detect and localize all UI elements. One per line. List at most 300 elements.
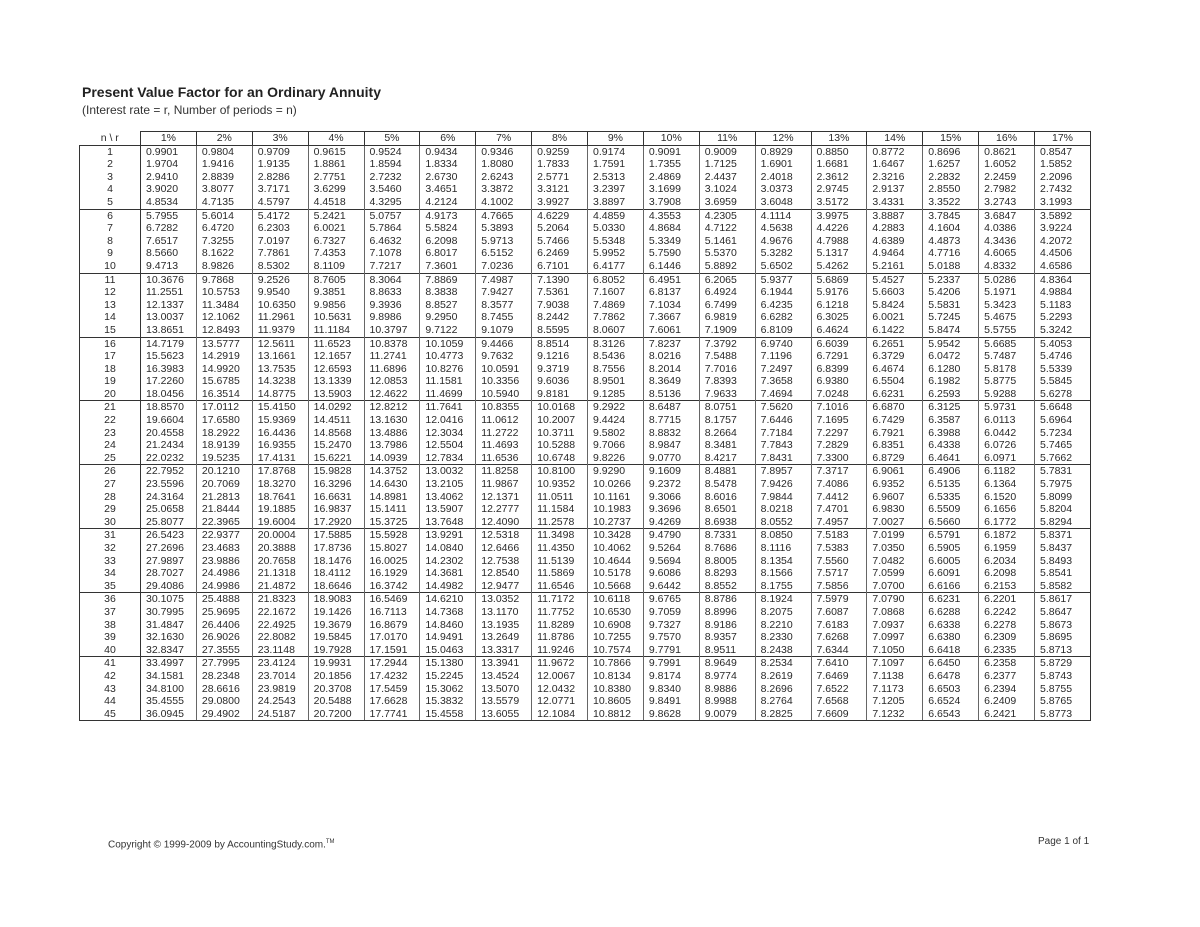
factor-cell: 20.7200 xyxy=(308,708,364,721)
factor-cell: 7.5620 xyxy=(755,401,811,414)
factor-cell: 21.2434 xyxy=(141,439,197,452)
factor-cell: 5.8729 xyxy=(1035,657,1091,670)
factor-cell: 2.5313 xyxy=(588,171,644,184)
table-row xyxy=(80,593,1091,606)
factor-cell: 9.8340 xyxy=(643,683,699,696)
factor-cell: 5.3893 xyxy=(476,222,532,235)
factor-cell: 8.8005 xyxy=(699,555,755,568)
factor-cell: 8.5478 xyxy=(699,478,755,491)
factor-cell: 2.8839 xyxy=(196,171,252,184)
table-row xyxy=(80,619,1091,632)
factor-cell: 20.7658 xyxy=(252,555,308,568)
factor-cell: 6.1182 xyxy=(979,465,1035,478)
factor-cell: 4.4873 xyxy=(923,235,979,248)
factor-cell: 7.9038 xyxy=(532,299,588,312)
factor-cell: 5.8294 xyxy=(1035,516,1091,529)
factor-cell: 3.4331 xyxy=(867,196,923,209)
factor-cell: 3.3121 xyxy=(532,183,588,196)
factor-cell: 9.1216 xyxy=(532,350,588,363)
factor-cell: 3.5892 xyxy=(1035,209,1091,222)
factor-cell: 24.3164 xyxy=(141,491,197,504)
factor-cell: 6.6478 xyxy=(923,670,979,683)
factor-cell: 5.5348 xyxy=(588,235,644,248)
factor-cell: 17.2920 xyxy=(308,516,364,529)
factor-cell: 11.6536 xyxy=(476,452,532,465)
factor-cell: 12.0432 xyxy=(532,683,588,696)
factor-cell: 6.2421 xyxy=(979,708,1035,721)
factor-cell: 7.7861 xyxy=(252,247,308,260)
factor-cell: 2.2459 xyxy=(979,171,1035,184)
factor-cell: 15.3725 xyxy=(364,516,420,529)
factor-cell: 13.0037 xyxy=(141,311,197,324)
factor-cell: 5.1971 xyxy=(979,286,1035,299)
factor-cell: 6.2335 xyxy=(979,644,1035,657)
factor-cell: 7.3667 xyxy=(643,311,699,324)
factor-cell: 5.2161 xyxy=(867,260,923,273)
table-row xyxy=(80,491,1091,504)
factor-cell: 7.1232 xyxy=(867,708,923,721)
factor-cell: 13.3317 xyxy=(476,644,532,657)
factor-cell: 14.7179 xyxy=(141,337,197,350)
factor-cell: 10.5178 xyxy=(588,567,644,580)
factor-cell: 6.2201 xyxy=(979,593,1035,606)
factor-cell: 8.8514 xyxy=(532,337,588,350)
table-row xyxy=(80,414,1091,427)
factor-cell: 9.3719 xyxy=(532,363,588,376)
factor-cell: 6.3125 xyxy=(923,401,979,414)
factor-cell: 6.0472 xyxy=(923,350,979,363)
period-cell: 40 xyxy=(80,644,141,657)
period-cell: 6 xyxy=(80,209,141,222)
factor-cell: 7.1034 xyxy=(643,299,699,312)
factor-cell: 4.4518 xyxy=(308,196,364,209)
factor-cell: 31.4847 xyxy=(141,619,197,632)
factor-cell: 1.8080 xyxy=(476,158,532,171)
factor-cell: 6.1772 xyxy=(979,516,1035,529)
factor-cell: 11.2578 xyxy=(532,516,588,529)
factor-cell: 7.3717 xyxy=(811,465,867,478)
factor-cell: 7.6410 xyxy=(811,657,867,670)
factor-cell: 8.6016 xyxy=(699,491,755,504)
factor-cell: 3.5172 xyxy=(811,196,867,209)
factor-cell: 10.7574 xyxy=(588,644,644,657)
table-row xyxy=(80,631,1091,644)
factor-cell: 9.1079 xyxy=(476,324,532,337)
factor-cell: 19.3679 xyxy=(308,619,364,632)
factor-cell: 12.2777 xyxy=(476,503,532,516)
factor-cell: 7.5717 xyxy=(811,567,867,580)
factor-cell: 8.1109 xyxy=(308,260,364,273)
factor-cell: 18.6646 xyxy=(308,580,364,593)
factor-cell: 3.3872 xyxy=(476,183,532,196)
factor-cell: 5.6502 xyxy=(755,260,811,273)
factor-cell: 1.7125 xyxy=(699,158,755,171)
factor-cell: 12.1371 xyxy=(476,491,532,504)
factor-cell: 5.8755 xyxy=(1035,683,1091,696)
factor-cell: 4.1604 xyxy=(923,222,979,235)
table-body xyxy=(80,145,1091,721)
factor-cell: 6.4338 xyxy=(923,439,979,452)
factor-cell: 3.6048 xyxy=(755,196,811,209)
factor-cell: 7.1196 xyxy=(755,350,811,363)
factor-cell: 9.2526 xyxy=(252,273,308,286)
factor-cell: 5.7864 xyxy=(364,222,420,235)
factor-cell: 16.5469 xyxy=(364,593,420,606)
factor-cell: 4.7716 xyxy=(923,247,979,260)
period-cell: 25 xyxy=(80,452,141,465)
factor-cell: 5.8541 xyxy=(1035,567,1091,580)
table-row xyxy=(80,388,1091,401)
factor-cell: 8.2825 xyxy=(755,708,811,721)
factor-cell: 17.2260 xyxy=(141,375,197,388)
factor-cell: 0.8850 xyxy=(811,145,867,158)
factor-cell: 5.1317 xyxy=(811,247,867,260)
factor-cell: 17.1591 xyxy=(364,644,420,657)
factor-cell: 4.5638 xyxy=(755,222,811,235)
factor-cell: 15.5623 xyxy=(141,350,197,363)
factor-cell: 7.0700 xyxy=(867,580,923,593)
factor-cell: 14.9920 xyxy=(196,363,252,376)
factor-cell: 4.7988 xyxy=(811,235,867,248)
factor-cell: 13.8651 xyxy=(141,324,197,337)
factor-cell: 7.3792 xyxy=(699,337,755,350)
factor-cell: 17.5885 xyxy=(308,529,364,542)
factor-cell: 6.4177 xyxy=(588,260,644,273)
factor-cell: 9.3851 xyxy=(308,286,364,299)
table-row xyxy=(80,478,1091,491)
factor-cell: 9.7122 xyxy=(420,324,476,337)
table-row xyxy=(80,516,1091,529)
factor-cell: 7.0997 xyxy=(867,631,923,644)
factor-cell: 9.8174 xyxy=(643,670,699,683)
period-cell: 19 xyxy=(80,375,141,388)
factor-cell: 10.6118 xyxy=(588,593,644,606)
factor-cell: 6.4235 xyxy=(755,299,811,312)
factor-cell: 12.0416 xyxy=(420,414,476,427)
factor-cell: 4.4226 xyxy=(811,222,867,235)
factor-cell: 7.6061 xyxy=(643,324,699,337)
factor-cell: 8.2075 xyxy=(755,606,811,619)
factor-cell: 0.9009 xyxy=(699,145,755,158)
factor-cell: 5.4527 xyxy=(867,273,923,286)
factor-cell: 21.8444 xyxy=(196,503,252,516)
factor-cell: 12.4090 xyxy=(476,516,532,529)
factor-cell: 10.9352 xyxy=(532,478,588,491)
factor-cell: 6.9352 xyxy=(867,478,923,491)
factor-cell: 16.4436 xyxy=(252,427,308,440)
factor-cell: 8.1924 xyxy=(755,593,811,606)
factor-cell: 3.8897 xyxy=(588,196,644,209)
factor-cell: 6.3025 xyxy=(811,311,867,324)
factor-cell: 7.1016 xyxy=(811,401,867,414)
factor-cell: 9.3066 xyxy=(643,491,699,504)
factor-cell: 7.7016 xyxy=(699,363,755,376)
factor-cell: 6.4674 xyxy=(867,363,923,376)
factor-cell: 6.7921 xyxy=(867,427,923,440)
factor-cell: 7.6268 xyxy=(811,631,867,644)
factor-cell: 8.3481 xyxy=(699,439,755,452)
factor-cell: 9.3696 xyxy=(643,503,699,516)
factor-cell: 17.5459 xyxy=(364,683,420,696)
document-title: Present Value Factor for an Ordinary Annuity xyxy=(82,84,381,100)
factor-cell: 10.6908 xyxy=(588,619,644,632)
factor-cell: 17.6628 xyxy=(364,695,420,708)
factor-cell: 15.2470 xyxy=(308,439,364,452)
factor-cell: 5.9176 xyxy=(811,286,867,299)
factor-cell: 12.5318 xyxy=(476,529,532,542)
factor-cell: 7.3601 xyxy=(420,260,476,273)
factor-cell: 7.1607 xyxy=(588,286,644,299)
factor-cell: 19.1426 xyxy=(308,606,364,619)
factor-cell: 11.8289 xyxy=(532,619,588,632)
factor-cell: 10.5631 xyxy=(308,311,364,324)
table-row xyxy=(80,209,1091,222)
factor-cell: 6.8109 xyxy=(755,324,811,337)
rate-header: 5% xyxy=(364,132,420,146)
factor-cell: 9.7632 xyxy=(476,350,532,363)
factor-cell: 9.8628 xyxy=(643,708,699,721)
factor-cell: 13.3941 xyxy=(476,657,532,670)
factor-cell: 13.1339 xyxy=(308,375,364,388)
factor-cell: 6.0971 xyxy=(979,452,1035,465)
factor-cell: 8.4881 xyxy=(699,465,755,478)
factor-cell: 7.1050 xyxy=(867,644,923,657)
factor-cell: 7.9633 xyxy=(699,388,755,401)
factor-cell: 6.4632 xyxy=(364,235,420,248)
factor-cell: 8.7331 xyxy=(699,529,755,542)
factor-cell: 5.4262 xyxy=(811,260,867,273)
factor-cell: 12.9477 xyxy=(476,580,532,593)
factor-cell: 6.2593 xyxy=(923,388,979,401)
factor-cell: 9.7868 xyxy=(196,273,252,286)
factor-cell: 18.1476 xyxy=(308,555,364,568)
table-row xyxy=(80,708,1091,721)
factor-cell: 7.0482 xyxy=(867,555,923,568)
factor-cell: 10.6748 xyxy=(532,452,588,465)
factor-cell: 6.6005 xyxy=(923,555,979,568)
factor-cell: 6.4624 xyxy=(811,324,867,337)
factor-cell: 5.6869 xyxy=(811,273,867,286)
factor-cell: 12.0067 xyxy=(532,670,588,683)
factor-cell: 5.0330 xyxy=(588,222,644,235)
factor-cell: 7.7843 xyxy=(755,439,811,452)
factor-cell: 7.4086 xyxy=(811,478,867,491)
factor-cell: 9.5802 xyxy=(588,427,644,440)
factor-cell: 5.8424 xyxy=(867,299,923,312)
factor-cell: 15.0463 xyxy=(420,644,476,657)
table-row xyxy=(80,247,1091,260)
factor-cell: 9.1285 xyxy=(588,388,644,401)
factor-cell: 2.4869 xyxy=(643,171,699,184)
factor-cell: 7.5383 xyxy=(811,542,867,555)
factor-cell: 12.8212 xyxy=(364,401,420,414)
factor-cell: 9.5264 xyxy=(643,542,699,555)
factor-cell: 8.3126 xyxy=(588,337,644,350)
factor-cell: 12.8493 xyxy=(196,324,252,337)
factor-cell: 5.8743 xyxy=(1035,670,1091,683)
factor-cell: 22.1672 xyxy=(252,606,308,619)
factor-cell: 6.8052 xyxy=(588,273,644,286)
table-row xyxy=(80,606,1091,619)
factor-cell: 7.4701 xyxy=(811,503,867,516)
factor-cell: 5.8493 xyxy=(1035,555,1091,568)
period-cell: 20 xyxy=(80,388,141,401)
factor-cell: 14.0292 xyxy=(308,401,364,414)
factor-cell: 5.0286 xyxy=(979,273,1035,286)
factor-cell: 7.0236 xyxy=(476,260,532,273)
factor-cell: 11.0511 xyxy=(532,491,588,504)
factor-cell: 29.4086 xyxy=(141,580,197,593)
period-cell: 39 xyxy=(80,631,141,644)
factor-cell: 8.3064 xyxy=(364,273,420,286)
factor-cell: 5.6278 xyxy=(1035,388,1091,401)
factor-cell: 6.2153 xyxy=(979,580,1035,593)
table-row xyxy=(80,363,1091,376)
factor-cell: 4.9464 xyxy=(867,247,923,260)
factor-cell: 6.2377 xyxy=(979,670,1035,683)
factor-cell: 10.1161 xyxy=(588,491,644,504)
factor-cell: 4.1114 xyxy=(755,209,811,222)
factor-cell: 5.5824 xyxy=(420,222,476,235)
factor-cell: 28.2348 xyxy=(196,670,252,683)
factor-cell: 15.4558 xyxy=(420,708,476,721)
factor-cell: 5.7955 xyxy=(141,209,197,222)
factor-cell: 5.3349 xyxy=(643,235,699,248)
factor-cell: 9.0770 xyxy=(643,452,699,465)
factor-cell: 17.8768 xyxy=(252,465,308,478)
factor-cell: 16.0025 xyxy=(364,555,420,568)
factor-cell: 7.4412 xyxy=(811,491,867,504)
factor-cell: 11.1584 xyxy=(532,503,588,516)
factor-cell: 20.0004 xyxy=(252,529,308,542)
factor-cell: 4.7122 xyxy=(699,222,755,235)
factor-cell: 10.1059 xyxy=(420,337,476,350)
table-row xyxy=(80,529,1091,542)
factor-cell: 4.8684 xyxy=(643,222,699,235)
factor-cell: 2.7432 xyxy=(1035,183,1091,196)
period-cell: 13 xyxy=(80,299,141,312)
factor-cell: 5.0757 xyxy=(364,209,420,222)
period-cell: 4 xyxy=(80,183,141,196)
factor-cell: 6.0726 xyxy=(979,439,1035,452)
factor-cell: 6.7327 xyxy=(308,235,364,248)
factor-cell: 4.9884 xyxy=(1035,286,1091,299)
factor-cell: 3.2397 xyxy=(588,183,644,196)
factor-cell: 4.1002 xyxy=(476,196,532,209)
factor-cell: 8.5302 xyxy=(252,260,308,273)
table-row xyxy=(80,337,1091,350)
factor-cell: 0.8621 xyxy=(979,145,1035,158)
factor-cell: 1.6467 xyxy=(867,158,923,171)
rate-header: 1% xyxy=(141,132,197,146)
factor-cell: 28.7027 xyxy=(141,567,197,580)
factor-cell: 5.7465 xyxy=(1035,439,1091,452)
factor-cell: 12.0853 xyxy=(364,375,420,388)
factor-cell: 9.6442 xyxy=(643,580,699,593)
factor-cell: 14.4511 xyxy=(308,414,364,427)
rate-header: 15% xyxy=(923,132,979,146)
factor-cell: 9.7991 xyxy=(643,657,699,670)
factor-cell: 18.4112 xyxy=(308,567,364,580)
factor-cell: 15.8027 xyxy=(364,542,420,555)
factor-cell: 6.2098 xyxy=(979,567,1035,580)
factor-cell: 8.8552 xyxy=(699,580,755,593)
factor-cell: 6.2469 xyxy=(532,247,588,260)
period-cell: 9 xyxy=(80,247,141,260)
factor-cell: 2.7751 xyxy=(308,171,364,184)
rate-header: 17% xyxy=(1035,132,1091,146)
factor-cell: 5.8437 xyxy=(1035,542,1091,555)
factor-cell: 6.5791 xyxy=(923,529,979,542)
factor-cell: 23.7014 xyxy=(252,670,308,683)
factor-cell: 6.5504 xyxy=(867,375,923,388)
factor-cell: 5.8371 xyxy=(1035,529,1091,542)
factor-cell: 8.7605 xyxy=(308,273,364,286)
factor-cell: 6.9830 xyxy=(867,503,923,516)
factor-cell: 19.5235 xyxy=(196,452,252,465)
factor-cell: 23.4124 xyxy=(252,657,308,670)
factor-cell: 7.5560 xyxy=(811,555,867,568)
factor-cell: 4.6065 xyxy=(979,247,1035,260)
factor-cell: 35.4555 xyxy=(141,695,197,708)
factor-cell: 9.1609 xyxy=(643,465,699,478)
factor-cell: 6.0021 xyxy=(308,222,364,235)
factor-cell: 2.2096 xyxy=(1035,171,1091,184)
factor-cell: 8.6938 xyxy=(699,516,755,529)
factor-cell: 25.8077 xyxy=(141,516,197,529)
factor-cell: 1.6901 xyxy=(755,158,811,171)
factor-cell: 4.8534 xyxy=(141,196,197,209)
factor-cell: 4.3553 xyxy=(643,209,699,222)
factor-cell: 10.8380 xyxy=(588,683,644,696)
factor-cell: 10.6350 xyxy=(252,299,308,312)
factor-cell: 8.0218 xyxy=(755,503,811,516)
factor-cell: 14.3238 xyxy=(252,375,308,388)
factor-cell: 5.9713 xyxy=(476,235,532,248)
factor-cell: 1.9416 xyxy=(196,158,252,171)
factor-cell: 9.8181 xyxy=(532,388,588,401)
factor-cell: 22.0232 xyxy=(141,452,197,465)
factor-cell: 12.6466 xyxy=(476,542,532,555)
page-number: Page 1 of 1 xyxy=(1038,836,1090,847)
factor-cell: 21.1318 xyxy=(252,567,308,580)
table-row xyxy=(80,683,1091,696)
factor-cell: 4.9676 xyxy=(755,235,811,248)
table-row xyxy=(80,580,1091,593)
factor-cell: 14.7368 xyxy=(420,606,476,619)
factor-cell: 10.5940 xyxy=(476,388,532,401)
factor-cell: 22.8082 xyxy=(252,631,308,644)
factor-cell: 5.4053 xyxy=(1035,337,1091,350)
factor-cell: 3.1024 xyxy=(699,183,755,196)
factor-cell: 7.0790 xyxy=(867,593,923,606)
factor-cell: 6.1364 xyxy=(979,478,1035,491)
factor-cell: 6.9061 xyxy=(867,465,923,478)
table-row xyxy=(80,375,1091,388)
period-cell: 43 xyxy=(80,683,141,696)
factor-cell: 10.3711 xyxy=(532,427,588,440)
factor-cell: 11.3484 xyxy=(196,299,252,312)
factor-cell: 17.8736 xyxy=(308,542,364,555)
factor-cell: 6.2409 xyxy=(979,695,1035,708)
factor-cell: 1.9135 xyxy=(252,158,308,171)
factor-cell: 10.7255 xyxy=(588,631,644,644)
period-cell: 8 xyxy=(80,235,141,248)
factor-cell: 27.7995 xyxy=(196,657,252,670)
factor-cell: 1.8334 xyxy=(420,158,476,171)
factor-cell: 5.5339 xyxy=(1035,363,1091,376)
table-row xyxy=(80,439,1091,452)
